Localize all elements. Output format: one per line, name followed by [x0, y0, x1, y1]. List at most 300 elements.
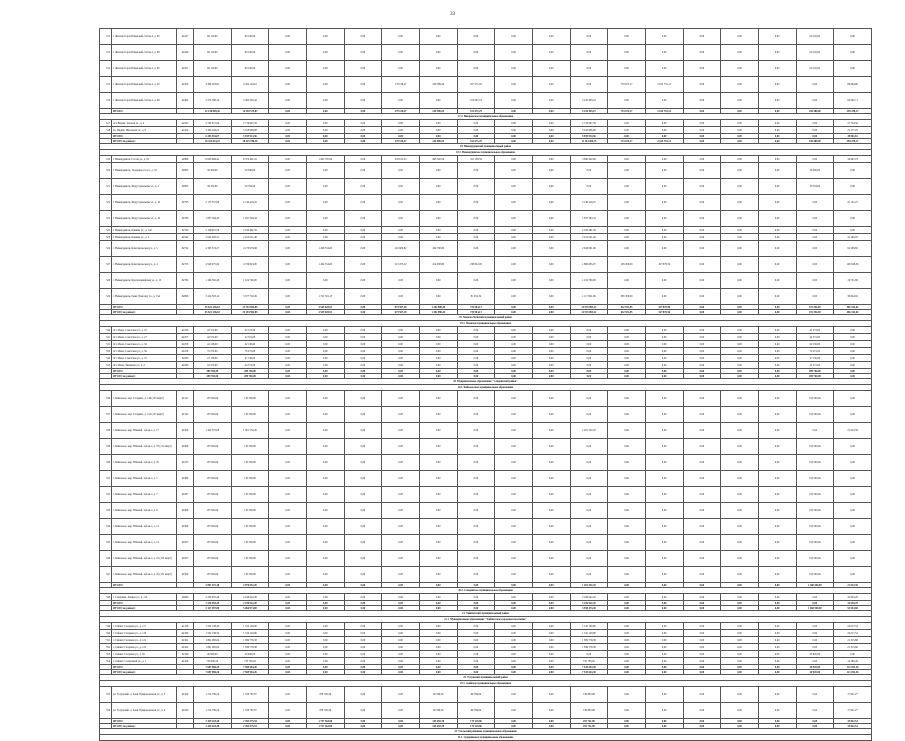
amount-cell: 0,00: [495, 61, 533, 77]
amount-cell: 0,00: [608, 241, 646, 257]
amount-cell: 230 589,29: [419, 77, 457, 93]
amount-cell: 0,00: [306, 327, 344, 334]
amount-cell: 25 194 904,85: [231, 310, 269, 315]
amount-cell: 0,00: [532, 305, 570, 310]
repair-register-table: [99, 28, 872, 741]
amount-cell: 719 904,13: [457, 305, 495, 310]
amount-cell: 0,00: [495, 583, 533, 588]
amount-cell: 12 250 575,87: [231, 109, 269, 114]
amount-cell: 0,00: [457, 637, 495, 644]
amount-cell: 0,00: [306, 630, 344, 637]
amount-cell: 0,00: [269, 289, 307, 305]
amount-cell: 0,00: [344, 310, 382, 315]
row-number-cell: 556: [100, 703, 112, 719]
amount-cell: 0,00: [419, 583, 457, 588]
amount-cell: 0,00: [834, 407, 872, 423]
amount-cell: 0,00: [344, 391, 382, 407]
amount-cell: 0,00: [645, 703, 683, 719]
amount-cell: 0,00: [570, 535, 608, 551]
amount-cell: 22 017,54: [834, 623, 872, 630]
amount-cell: 0,00: [495, 551, 533, 567]
amount-cell: 0,00: [570, 29, 608, 45]
amount-cell: 0,00: [457, 29, 495, 45]
amount-cell: 0,00: [683, 724, 721, 729]
amount-cell: 3 418 966,98: [570, 127, 608, 134]
amount-cell: 0,00: [683, 211, 721, 227]
amount-cell: 0,00: [269, 310, 307, 315]
amount-cell: 0,00: [344, 719, 382, 724]
amount-cell: 0,00: [570, 341, 608, 348]
amount-cell: 0,00: [495, 455, 533, 471]
amount-cell: 60 120,00: [796, 61, 834, 77]
amount-cell: 0,00: [532, 583, 570, 588]
amount-cell: 365 300,00: [608, 289, 646, 305]
amount-cell: 673 567,28: [382, 305, 420, 310]
amount-cell: 135 500,00: [194, 503, 232, 519]
amount-cell: 146 865,98: [570, 687, 608, 703]
amount-cell: 0,00: [382, 670, 420, 675]
amount-cell: 0,00: [306, 601, 344, 606]
amount-cell: 0,00: [758, 45, 796, 61]
amount-cell: 0,00: [532, 127, 570, 134]
amount-cell: 0,00: [532, 601, 570, 606]
code-cell: 42161: [177, 637, 194, 644]
address-cell: г. Железногорск-Илимский, 3-й кв-л, д. 46: [112, 93, 177, 109]
amount-cell: 14 280,48: [834, 658, 872, 665]
amount-cell: 0,00: [532, 455, 570, 471]
amount-cell: 0,00: [457, 273, 495, 289]
amount-cell: 0,00: [306, 535, 344, 551]
section-heading: 20. Муниципальное образование "Слюдянский район": [100, 379, 872, 385]
amount-cell: 0,00: [495, 658, 533, 665]
amount-cell: 0,00: [834, 567, 872, 583]
amount-cell: 0,00: [344, 120, 382, 127]
amount-cell: 0,00: [382, 334, 420, 341]
address-cell: рп. Тулунский, д. Азей, Привокзальная ул., д. 4: [112, 703, 177, 719]
code-cell: 42430: [177, 703, 194, 719]
amount-cell: 0,00: [495, 594, 533, 601]
amount-cell: 5 935 914,56: [231, 134, 269, 139]
amount-cell: 0,00: [834, 551, 872, 567]
amount-cell: 1 214 709,24: [194, 687, 232, 703]
amount-cell: 0,00: [344, 195, 382, 211]
amount-cell: 0,00: [382, 407, 420, 423]
amount-cell: 1 757 564,98: [306, 719, 344, 724]
amount-cell: 0,00: [457, 503, 495, 519]
amount-cell: 60 120,00: [194, 61, 232, 77]
amount-cell: 0,00: [796, 623, 834, 630]
amount-cell: 179 119,80: [457, 724, 495, 729]
row-number-cell: 522: [100, 195, 112, 211]
amount-cell: 0,00: [834, 29, 872, 45]
amount-cell: 0,00: [344, 551, 382, 567]
amount-cell: 2 716 947,58: [231, 120, 269, 127]
amount-cell: 0,00: [495, 341, 533, 348]
amount-cell: 0,00: [269, 551, 307, 567]
amount-cell: 0,00: [419, 29, 457, 45]
amount-cell: 216 600,82: [382, 241, 420, 257]
address-cell: г. Нижнеудинск, Красноармейская ул., д. 15: [112, 273, 177, 289]
amount-cell: 0,00: [796, 630, 834, 637]
amount-cell: 0,00: [758, 439, 796, 455]
amount-cell: 0,00: [608, 583, 646, 588]
amount-cell: 1 741 591,13: [306, 289, 344, 305]
amount-cell: 1 837 594,34: [194, 211, 232, 227]
amount-cell: 0,00: [532, 195, 570, 211]
table-row: [100, 241, 872, 257]
amount-cell: 0,00: [344, 156, 382, 163]
amount-cell: 0,00: [269, 439, 307, 455]
section-heading: 22.1. Азейское муниципальное образование: [100, 681, 872, 687]
amount-cell: 0,00: [495, 724, 533, 729]
amount-cell: 0,00: [796, 156, 834, 163]
amount-cell: 21 022,38: [834, 423, 872, 439]
amount-cell: 0,00: [721, 156, 759, 163]
amount-cell: 179 156,47: [382, 139, 420, 144]
section-heading: 18. Нижнеудинский муниципальный район: [100, 144, 872, 150]
amount-cell: 0,00: [721, 305, 759, 310]
row-number-cell: 527: [100, 257, 112, 273]
amount-cell: 0,00: [269, 211, 307, 227]
amount-cell: 0,00: [532, 651, 570, 658]
amount-cell: 0,00: [758, 156, 796, 163]
amount-cell: 0,00: [306, 369, 344, 374]
amount-cell: 0,00: [457, 120, 495, 127]
amount-cell: 0,00: [645, 644, 683, 651]
amount-cell: 40 920,00: [796, 665, 834, 670]
amount-cell: 0,00: [683, 273, 721, 289]
amount-cell: 0,00: [758, 519, 796, 535]
table-row: [100, 179, 872, 195]
amount-cell: 0,00: [382, 583, 420, 588]
amount-cell: 0,00: [269, 139, 307, 144]
amount-cell: 0,00: [419, 45, 457, 61]
amount-cell: 2 043 061,06: [570, 241, 608, 257]
amount-cell: 0,00: [608, 535, 646, 551]
amount-cell: 0,00: [796, 257, 834, 273]
amount-cell: 0,00: [269, 355, 307, 362]
amount-cell: 0,00: [495, 156, 533, 163]
amount-cell: 0,00: [344, 687, 382, 703]
amount-cell: 0,00: [570, 455, 608, 471]
row-number-cell: 524: [100, 227, 112, 234]
amount-cell: 0,00: [683, 630, 721, 637]
amount-cell: 0,00: [306, 93, 344, 109]
amount-cell: 454 760,80: [419, 241, 457, 257]
amount-cell: 0,00: [419, 341, 457, 348]
amount-cell: 0,00: [758, 305, 796, 310]
amount-cell: 0,00: [683, 227, 721, 234]
amount-cell: 0,00: [608, 195, 646, 211]
section-heading: 20.2. Слюдянское муниципальное образование: [100, 588, 872, 594]
amount-cell: 0,00: [721, 439, 759, 455]
amount-cell: 0,00: [721, 289, 759, 305]
amount-cell: 0,00: [683, 551, 721, 567]
amount-cell: 0,00: [721, 606, 759, 611]
amount-cell: 0,00: [269, 334, 307, 341]
address-cell: пгт. Мама, Советская ул., д. 34: [112, 341, 177, 348]
amount-cell: 0,00: [532, 644, 570, 651]
amount-cell: 0,00: [419, 630, 457, 637]
row-number-cell: 526: [100, 241, 112, 257]
amount-cell: 119 294,00: [796, 310, 834, 315]
amount-cell: 0,00: [645, 658, 683, 665]
amount-cell: 0,00: [608, 29, 646, 45]
amount-cell: 0,00: [721, 719, 759, 724]
amount-cell: 0,00: [721, 703, 759, 719]
amount-cell: 0,00: [269, 503, 307, 519]
amount-cell: 0,00: [608, 567, 646, 583]
amount-cell: 0,00: [269, 305, 307, 310]
amount-cell: 2 196 922,20: [570, 594, 608, 601]
table-row: [100, 334, 872, 341]
code-cell: 42806: [177, 289, 194, 305]
amount-cell: 0,00: [758, 583, 796, 588]
address-cell: г. Байкальск, мкр. Южный, 4-й кв-л, д. 13: [112, 519, 177, 535]
amount-cell: 0,00: [344, 179, 382, 195]
table-row: [100, 567, 872, 583]
amount-cell: 42 572,00: [194, 327, 232, 334]
amount-cell: 0,00: [269, 391, 307, 407]
amount-cell: 6 203 916,07: [194, 134, 232, 139]
amount-cell: 3 840 622,98: [570, 156, 608, 163]
amount-cell: 0,00: [382, 519, 420, 535]
amount-cell: 0,00: [683, 623, 721, 630]
amount-cell: 531 671,29: [457, 139, 495, 144]
amount-cell: 0,00: [721, 471, 759, 487]
amount-cell: 133 500,00: [194, 439, 232, 455]
amount-cell: 0,00: [532, 391, 570, 407]
address-cell: г. Тайшет, Гагарина ул., д. 119: [112, 630, 177, 637]
amount-cell: 414 938,80: [419, 257, 457, 273]
amount-cell: 493 502,56: [419, 156, 457, 163]
amount-cell: 0,00: [758, 310, 796, 315]
amount-cell: 70 272,00: [231, 348, 269, 355]
amount-cell: 2 429 418,48: [194, 719, 232, 724]
address-cell: г. Нижнеудинск, Кашика ул., д. 142: [112, 227, 177, 234]
amount-cell: 213 475,22: [382, 257, 420, 273]
amount-cell: 0,00: [721, 327, 759, 334]
address-cell: ИТОГО:: [112, 665, 177, 670]
amount-cell: 0,00: [306, 670, 344, 675]
amount-cell: 0,00: [721, 273, 759, 289]
amount-cell: 0,00: [645, 120, 683, 127]
amount-cell: 0,00: [457, 241, 495, 257]
amount-cell: 11 154 406,75: [570, 139, 608, 144]
amount-cell: 2 615 752,12: [645, 109, 683, 114]
amount-cell: 293 731,96: [570, 719, 608, 724]
amount-cell: 0,00: [532, 273, 570, 289]
amount-cell: 0,00: [532, 658, 570, 665]
amount-cell: 0,00: [457, 644, 495, 651]
amount-cell: 0,00: [608, 665, 646, 670]
amount-cell: 0,00: [608, 455, 646, 471]
code-cell: 42468: [177, 439, 194, 455]
amount-cell: 1 757 564,98: [306, 724, 344, 729]
amount-cell: 0,00: [344, 594, 382, 601]
amount-cell: 0,00: [834, 355, 872, 362]
amount-cell: 0,00: [645, 369, 683, 374]
amount-cell: 0,00: [306, 374, 344, 379]
amount-cell: 0,00: [834, 503, 872, 519]
amount-cell: 0,00: [683, 195, 721, 211]
amount-cell: 0,00: [306, 551, 344, 567]
amount-cell: 0,00: [683, 391, 721, 407]
amount-cell: 0,00: [683, 310, 721, 315]
row-number-cell: 533: [100, 348, 112, 355]
amount-cell: 0,00: [645, 630, 683, 637]
code-cell: 42429: [177, 687, 194, 703]
amount-cell: 0,00: [834, 227, 872, 234]
amount-cell: 0,00: [382, 93, 420, 109]
amount-cell: 0,00: [683, 127, 721, 134]
amount-cell: 0,00: [796, 658, 834, 665]
amount-cell: 0,00: [608, 362, 646, 369]
code-cell: 42447: [177, 29, 194, 45]
amount-cell: 0,00: [269, 163, 307, 179]
amount-cell: 0,00: [344, 606, 382, 611]
amount-cell: 0,00: [382, 439, 420, 455]
amount-cell: 0,00: [495, 241, 533, 257]
table-row: [100, 156, 872, 163]
amount-cell: 21 277,25: [834, 127, 872, 134]
amount-cell: 0,00: [683, 583, 721, 588]
row-number-cell: 545: [100, 535, 112, 551]
amount-cell: 0,00: [758, 594, 796, 601]
amount-cell: 0,00: [683, 503, 721, 519]
row-number-cell: 540: [100, 455, 112, 471]
row-number-cell: 516: [100, 93, 112, 109]
amount-cell: 0,00: [645, 637, 683, 644]
amount-cell: 0,00: [834, 391, 872, 407]
amount-cell: 0,00: [758, 567, 796, 583]
amount-cell: 0,00: [645, 535, 683, 551]
amount-cell: 0,00: [306, 139, 344, 144]
table-row: [100, 455, 872, 471]
row-number-cell: 551: [100, 637, 112, 644]
amount-cell: 2 109 461,59: [570, 227, 608, 234]
address-cell: г. Нижнеудинск, Кашика ул., д. 2: [112, 234, 177, 241]
amount-cell: 42 572,00: [194, 362, 232, 369]
amount-cell: 0,00: [608, 651, 646, 658]
amount-cell: 0,00: [344, 724, 382, 729]
address-cell: г. Железногорск-Илимский, 3-й кв-л, д. 88: [112, 45, 177, 61]
amount-cell: 0,00: [269, 658, 307, 665]
amount-cell: 0,00: [495, 273, 533, 289]
amount-cell: 0,00: [419, 471, 457, 487]
amount-cell: 0,00: [344, 567, 382, 583]
amount-cell: 0,00: [796, 77, 834, 93]
amount-cell: 0,00: [532, 45, 570, 61]
amount-cell: 133 500,00: [194, 551, 232, 567]
amount-cell: 133 500,00: [194, 391, 232, 407]
amount-cell: 133 500,00: [231, 551, 269, 567]
row-number-cell: 546: [100, 551, 112, 567]
amount-cell: 0,00: [306, 391, 344, 407]
amount-cell: 0,00: [495, 601, 533, 606]
amount-cell: 289 760,00: [231, 374, 269, 379]
amount-cell: 7 545 644,38: [570, 670, 608, 675]
amount-cell: 733 675,17: [608, 109, 646, 114]
amount-cell: 0,00: [344, 503, 382, 519]
table-row: [100, 327, 872, 334]
row-number-cell: 520: [100, 163, 112, 179]
row-number-cell: 518: [100, 127, 112, 134]
amount-cell: 0,00: [269, 241, 307, 257]
address-cell: г. Нижнеудинск, Заозерная 2-я ул., д. 32: [112, 163, 177, 179]
amount-cell: 0,00: [683, 334, 721, 341]
amount-cell: 0,00: [608, 374, 646, 379]
amount-cell: 133 500,00: [194, 535, 232, 551]
amount-cell: 878 782,49: [306, 703, 344, 719]
amount-cell: 0,00: [344, 211, 382, 227]
row-number-cell: 535: [100, 362, 112, 369]
amount-cell: 0,00: [721, 601, 759, 606]
amount-cell: 0,00: [608, 594, 646, 601]
amount-cell: 0,00: [532, 623, 570, 630]
amount-cell: 178 156,47: [382, 77, 420, 93]
amount-cell: 0,00: [382, 719, 420, 724]
address-cell: г. Байкальск, мкр. Гагарина, д. 150 (137 кварт): [112, 407, 177, 423]
amount-cell: 133 500,00: [796, 519, 834, 535]
amount-cell: 0,00: [683, 601, 721, 606]
amount-cell: 343 615,23: [382, 156, 420, 163]
amount-cell: 49 001,81: [834, 134, 872, 139]
amount-cell: 0,00: [457, 665, 495, 670]
amount-cell: 0,00: [758, 273, 796, 289]
amount-cell: 0,00: [382, 341, 420, 348]
amount-cell: 1 401 552,20: [570, 583, 608, 588]
amount-cell: 0,00: [683, 455, 721, 471]
amount-cell: 18 225 786,39: [231, 139, 269, 144]
amount-cell: 42 572,00: [231, 334, 269, 341]
amount-cell: 0,00: [758, 257, 796, 273]
code-cell: 42793: [177, 195, 194, 211]
amount-cell: 0,00: [269, 703, 307, 719]
amount-cell: 0,00: [495, 519, 533, 535]
amount-cell: 0,00: [306, 658, 344, 665]
amount-cell: 0,00: [758, 651, 796, 658]
amount-cell: 0,00: [382, 211, 420, 227]
amount-cell: 0,00: [495, 637, 533, 644]
amount-cell: 0,00: [721, 455, 759, 471]
address-cell: г. Нижнеудинск, Рыва (Тангера) ул., д. 15А: [112, 289, 177, 305]
amount-cell: 0,00: [645, 179, 683, 195]
amount-cell: 0,00: [721, 637, 759, 644]
amount-cell: 0,00: [570, 651, 608, 658]
amount-cell: 39 590,00: [231, 163, 269, 179]
amount-cell: 733 675,17: [608, 139, 646, 144]
amount-cell: 0,00: [457, 455, 495, 471]
amount-cell: 0,00: [570, 163, 608, 179]
amount-cell: 0,00: [457, 623, 495, 630]
code-cell: 42456: [177, 77, 194, 93]
amount-cell: 1 839 779,38: [570, 644, 608, 651]
amount-cell: 36 642,94: [834, 289, 872, 305]
amount-cell: 70 272,00: [796, 348, 834, 355]
amount-cell: 0,00: [683, 61, 721, 77]
amount-cell: 167 878,56: [645, 305, 683, 310]
amount-cell: 4 549 820,91: [306, 310, 344, 315]
amount-cell: 0,00: [269, 120, 307, 127]
amount-cell: 0,00: [457, 61, 495, 77]
amount-cell: 133 500,00: [231, 391, 269, 407]
amount-cell: 0,00: [758, 179, 796, 195]
amount-cell: 0,00: [758, 630, 796, 637]
address-cell: пгт. Мама, Советская ул., д. 37: [112, 355, 177, 362]
amount-cell: 0,00: [683, 644, 721, 651]
amount-cell: 1 837 594,34: [231, 211, 269, 227]
